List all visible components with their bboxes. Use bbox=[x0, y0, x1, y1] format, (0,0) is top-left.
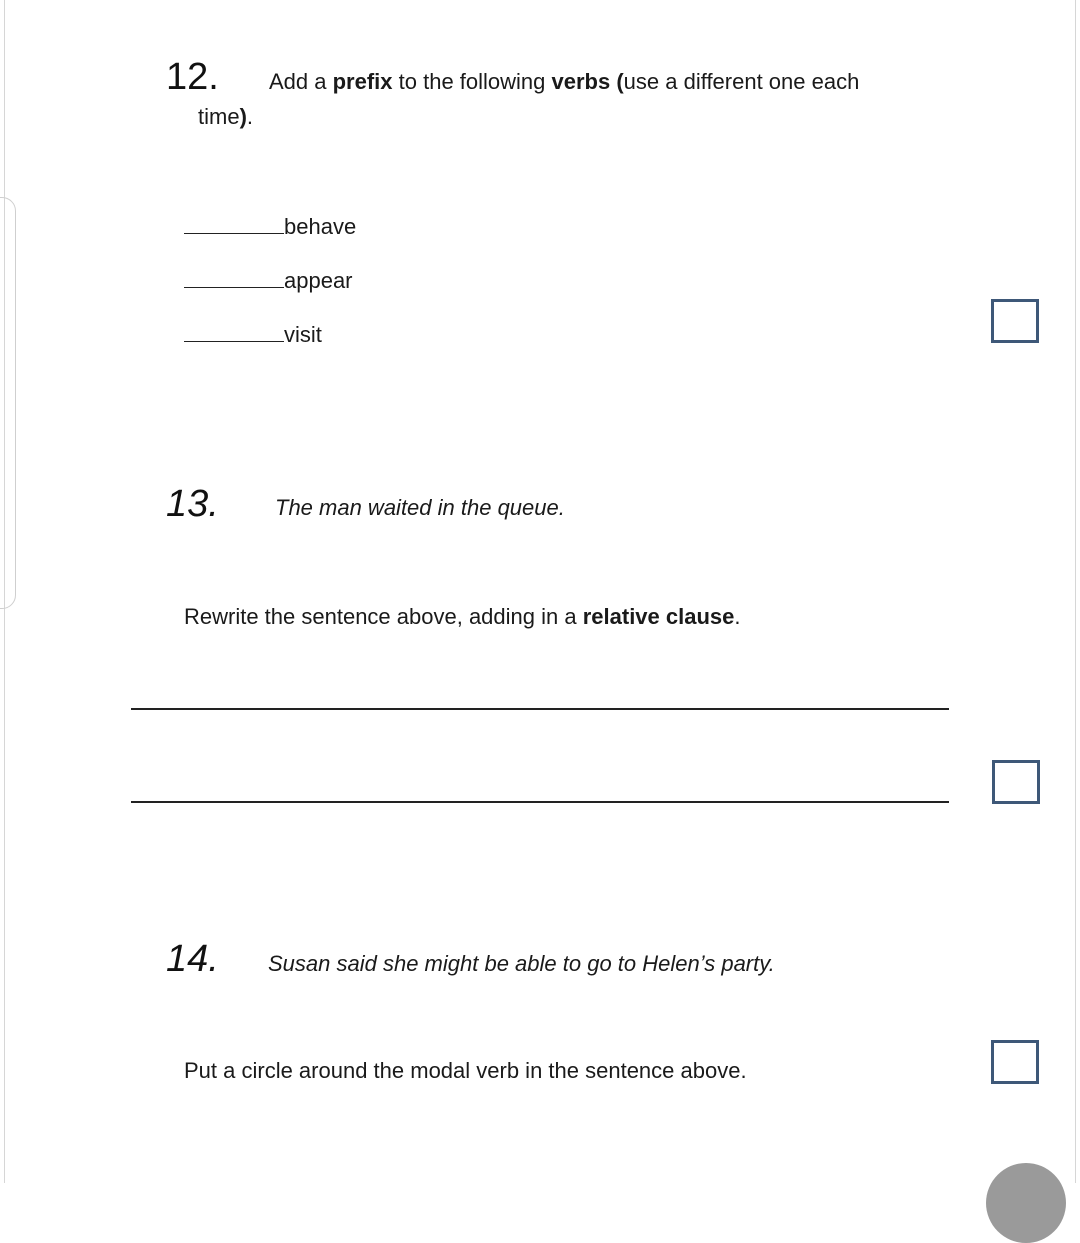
mark-box-q12[interactable] bbox=[991, 299, 1039, 343]
q12-text-d: time bbox=[198, 104, 240, 129]
answer-line[interactable] bbox=[131, 708, 949, 710]
word-behave: behave bbox=[284, 214, 357, 239]
question-13-sentence: The man waited in the queue. bbox=[275, 495, 565, 520]
side-panel-handle[interactable] bbox=[0, 197, 16, 609]
question-12-instruction-line1 bbox=[269, 69, 859, 95]
q12-bold-verbs: verbs ( bbox=[551, 69, 624, 94]
question-13-number: 13. bbox=[166, 483, 219, 525]
page-right-edge bbox=[1075, 0, 1076, 1183]
q12-text-e: . bbox=[246, 104, 254, 129]
question-12-instruction-line2 bbox=[198, 104, 253, 130]
floating-action-button[interactable] bbox=[986, 1163, 1066, 1243]
answer-line[interactable] bbox=[131, 801, 949, 803]
q12-bold-prefix: prefix bbox=[332, 69, 393, 94]
prefix-answer-row bbox=[184, 211, 356, 240]
question-12-number: 12. bbox=[166, 56, 219, 98]
prefix-blank[interactable] bbox=[184, 211, 284, 234]
mark-box-q14[interactable] bbox=[991, 1040, 1039, 1084]
question-14-instruction: Put a circle around the modal verb in the sentence above. bbox=[184, 1058, 747, 1083]
prefix-blank[interactable] bbox=[184, 319, 284, 342]
prefix-blank[interactable] bbox=[184, 265, 284, 288]
q13-bold-relative-clause: relative clause bbox=[582, 604, 735, 629]
prefix-answer-row bbox=[184, 319, 322, 348]
q13-text-b: . bbox=[734, 604, 741, 629]
q12-text-a: Add a bbox=[269, 69, 333, 94]
q13-text-a: Rewrite the sentence above, adding in a bbox=[184, 604, 583, 629]
question-14-number: 14. bbox=[166, 938, 219, 980]
mark-box-q13[interactable] bbox=[992, 760, 1040, 804]
q12-bold-paren: ) bbox=[239, 104, 247, 129]
prefix-answer-row bbox=[184, 265, 353, 294]
q12-text-b: to the following bbox=[392, 69, 552, 94]
word-visit: visit bbox=[284, 322, 322, 347]
word-appear: appear bbox=[284, 268, 353, 293]
q12-text-c: use a different one each bbox=[623, 69, 860, 94]
question-13-instruction bbox=[184, 604, 741, 630]
question-14-sentence: Susan said she might be able to go to Helen’s party. bbox=[268, 951, 775, 976]
